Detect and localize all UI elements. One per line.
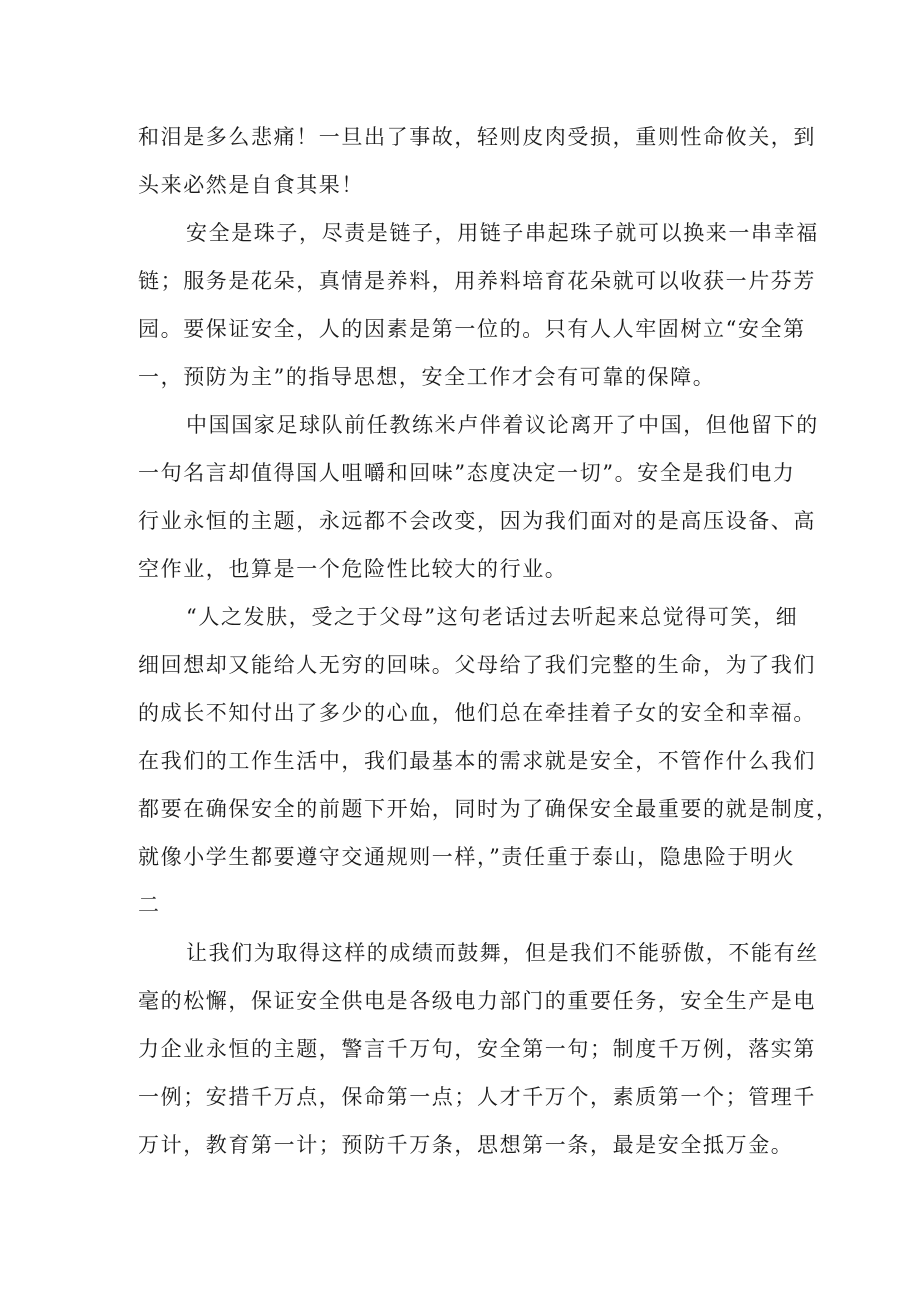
text-line: “人之发肤，受之于父母”这句老话过去听起来总觉得可笑，细	[186, 605, 799, 629]
text-line: 万计，教育第一计；预防千万条，思想第一条，最是安全抵万金。	[138, 1133, 794, 1157]
text-line: 行业永恒的主题，永远都不会改变，因为我们面对的是高压设备、高	[138, 509, 816, 533]
text-line: 都要在确保安全的前题下开始，同时为了确保安全最重要的就是制度，	[138, 797, 839, 821]
text-line: 一例；安措千万点，保命第一点；人才千万个，素质第一个；管理千	[138, 1085, 816, 1109]
text-line: 一句名言却值得国人咀嚼和回味”态度决定一切”。安全是我们电力	[138, 461, 796, 485]
text-line: 链；服务是花朵，真情是养料，用养料培育花朵就可以收获一片芬芳	[138, 269, 816, 293]
text-line: 中国国家足球队前任教练米卢伴着议论离开了中国，但他留下的	[186, 413, 819, 437]
text-line: 园。要保证安全，人的因素是第一位的。只有人人牢固树立“安全第	[138, 317, 806, 341]
text-line: 一，预防为主”的指导思想，安全工作才会有可靠的保障。	[138, 365, 716, 389]
text-line: 在我们的工作生活中，我们最基本的需求就是安全，不管作什么我们	[138, 749, 816, 773]
text-line: 就像小学生都要遵守交通规则一样，”责任重于泰山，隐患险于明火	[138, 845, 796, 869]
text-line: 空作业，也算是一个危险性比较大的行业。	[138, 557, 568, 581]
section-heading: 二	[138, 893, 161, 917]
text-line: 毫的松懈，保证安全供电是各级电力部门的重要任务，安全生产是电	[138, 989, 816, 1013]
text-line: 让我们为取得这样的成绩而鼓舞，但是我们不能骄傲，不能有丝	[186, 941, 819, 965]
text-line: 力企业永恒的主题，警言千万句，安全第一句；制度千万例，落实第	[138, 1037, 816, 1061]
text-line: 和泪是多么悲痛！一旦出了事故，轻则皮肉受损，重则性命攸关，到	[138, 125, 816, 149]
text-line: 头来必然是自食其果！	[138, 173, 364, 197]
text-line: 细回想却又能给人无穷的回味。父母给了我们完整的生命，为了我们	[138, 653, 816, 677]
text-line: 安全是珠子，尽责是链子，用链子串起珠子就可以换来一串幸福	[186, 221, 819, 245]
text-line: 的成长不知付出了多少的心血，他们总在牵挂着子女的安全和幸福。	[138, 701, 816, 725]
